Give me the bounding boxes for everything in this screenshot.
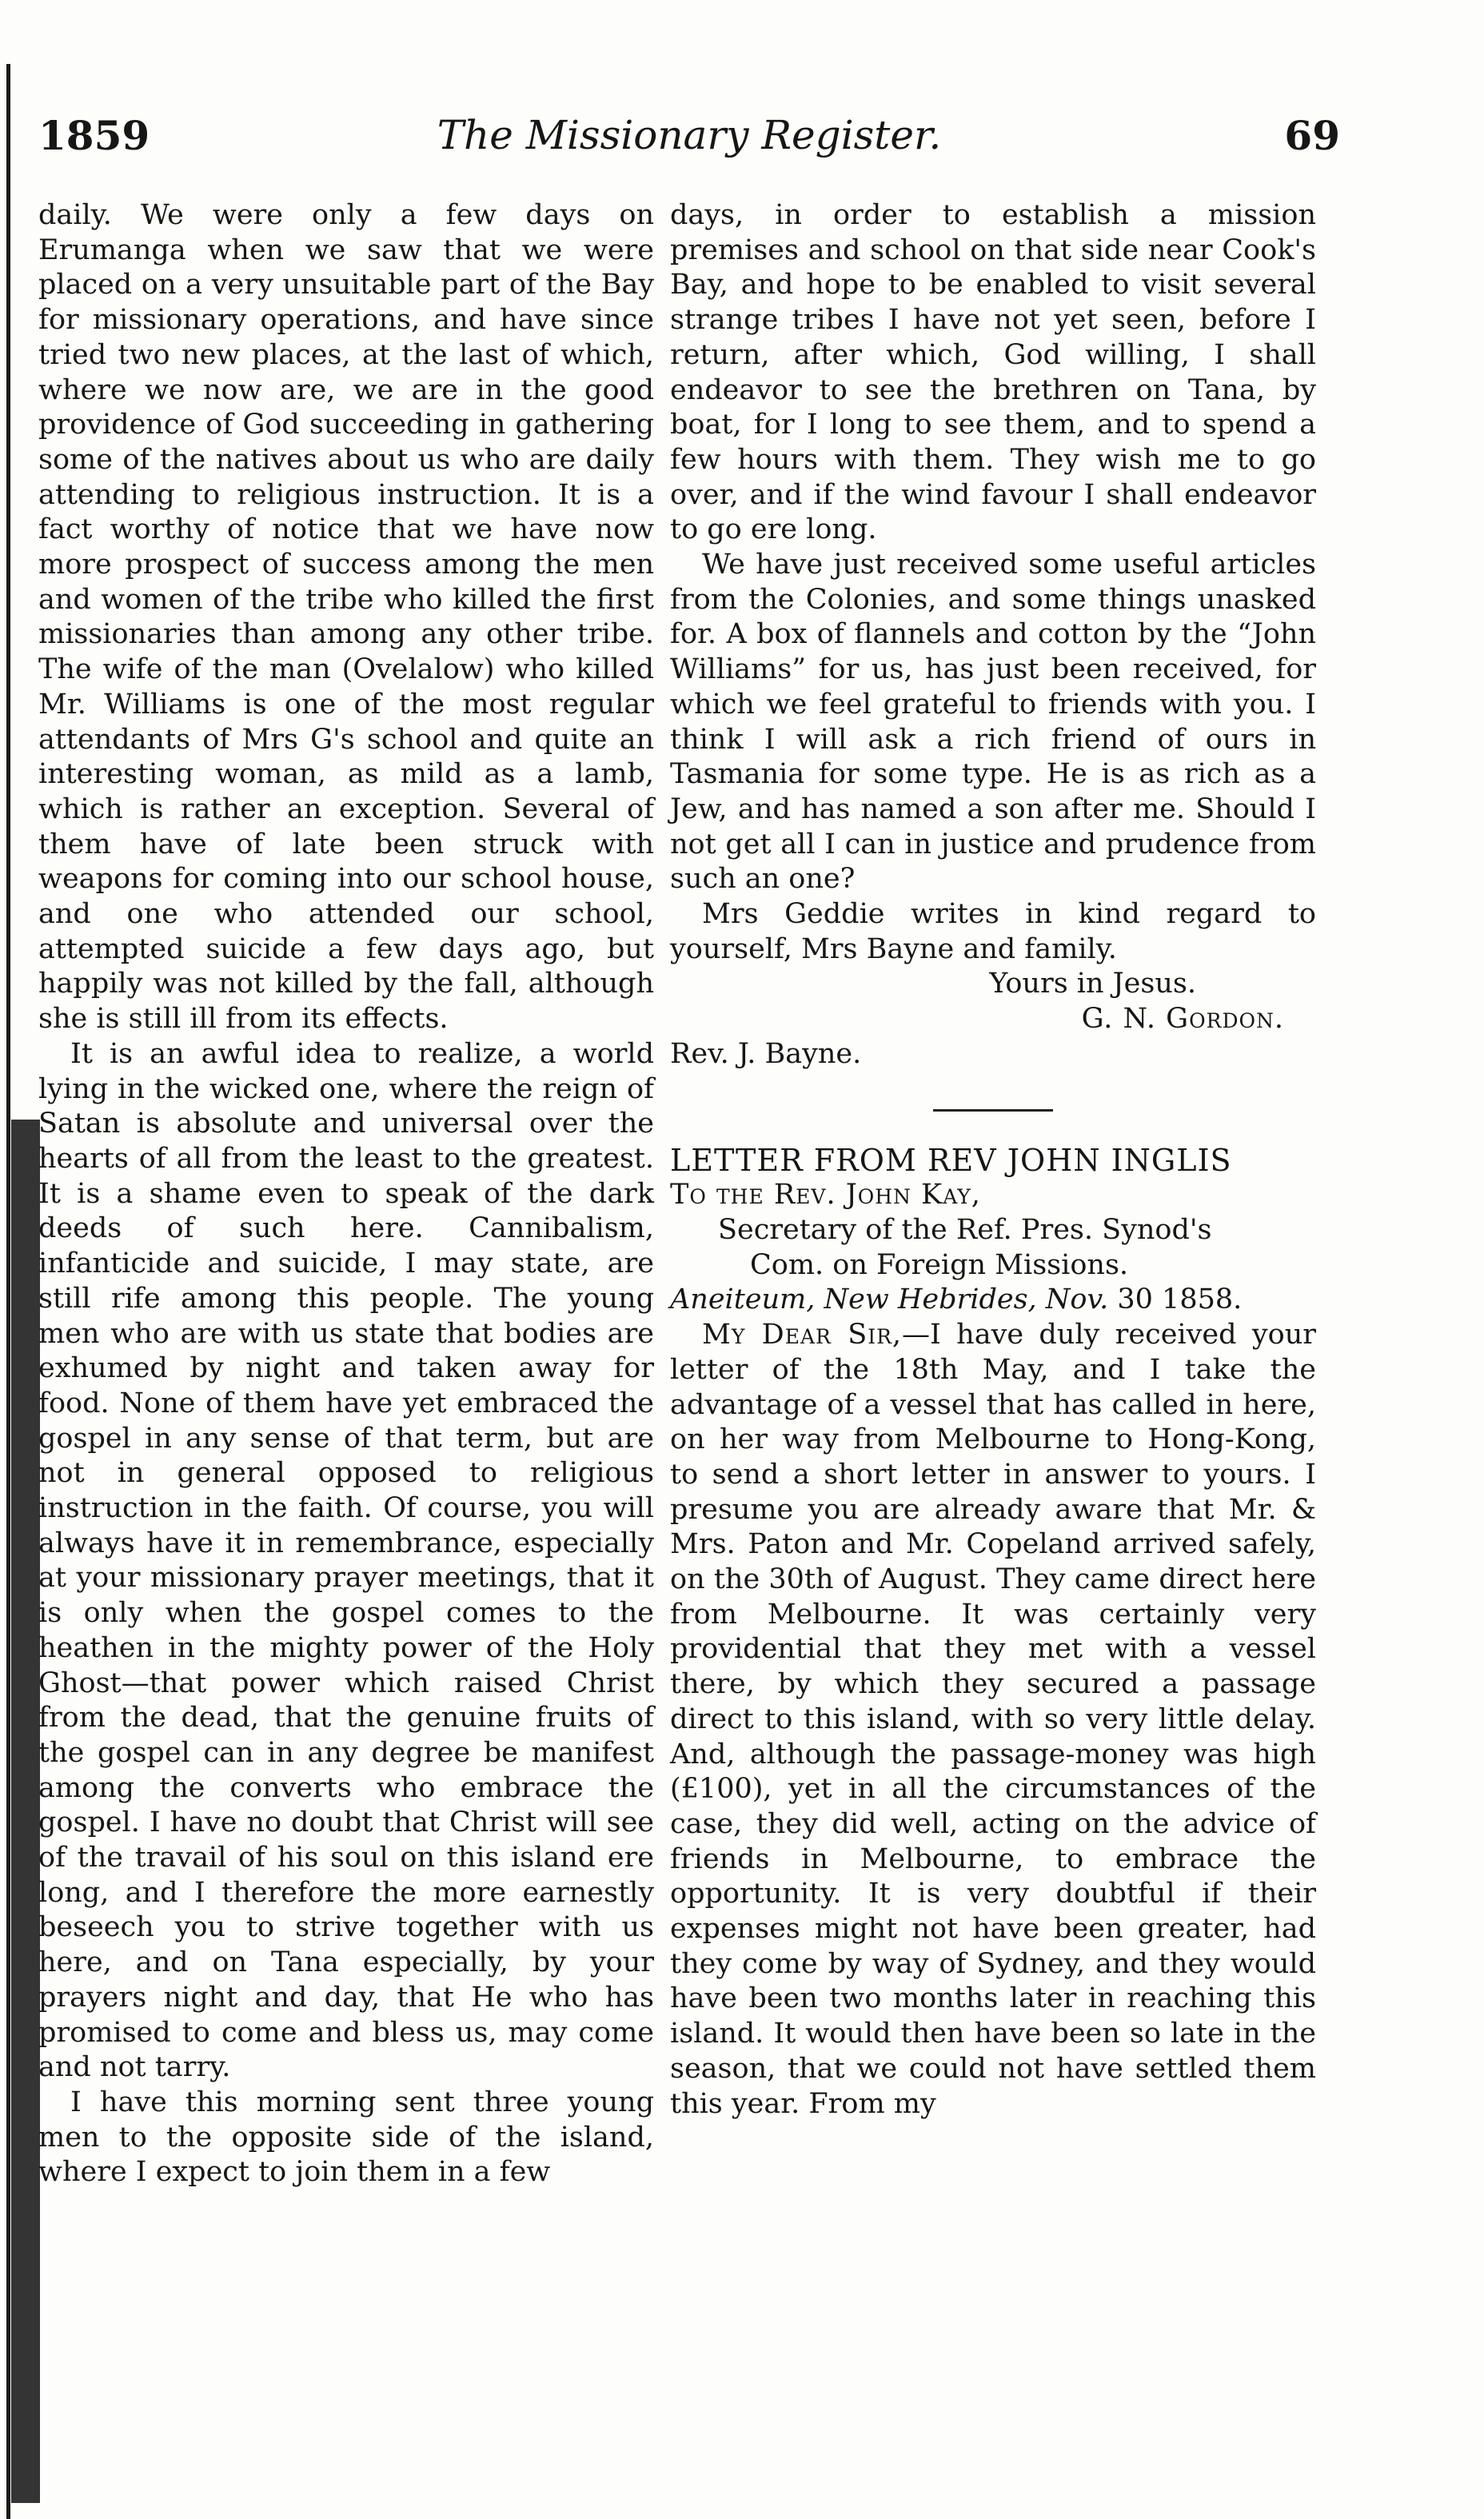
right-paragraph-1: days, in order to establish a mission premises and school on that side near Cook's Bay, and hope to be enabled to visit several strange tribes I have not yet seen, before I return, after which, God willing, I shall endeavor to see the brethren on Tana, by boat, for I long to see them, and to spend a few hours with them. They wish me to go over, and if the wind favour I shall endeavor to go ere long. [670,199,1316,546]
address-line-2: Secretary of the Ref. Pres. Synod's [718,1213,1212,1246]
dateline [670,1283,1316,1318]
left-paragraph-3: I have this morning sent three young men to the opposite side of the island, where I expect to join them in a few [38,2086,654,2189]
salutation: My Dear Sir, [702,1319,903,1351]
address-line-3: Com. on Foreign Missions. [750,1248,1129,1281]
right-paragraph-4 [670,1318,1316,2122]
right-paragraph-2: We have just received some useful articles from the Colonies, and some things unasked for. A box of flannels and cotton by the “John Williams” for us, has just been received, for which we feel grateful to friends with you. I think I will ask a rich friend of ours in Tasmania for some type. He is as rich as a Jew, and has named a son after me. Should I not get all I can in justice and prudence from such an one? [670,549,1316,896]
header-year: 1859 [38,112,150,159]
right-paragraph-3: Mrs Geddie writes in kind regard to yourself, Mrs Bayne and family. [670,898,1316,965]
section-heading: LETTER FROM REV JOHN INGLIS [670,1142,1232,1178]
letter-body: —I have duly received your letter of the 18th May, and I take the advantage of a vessel that has called in here, on her way from Melbourne to Hong-Kong, to send a short letter in answer to yours. I presume you are already aware that Mr. & Mrs. Paton and Mr. Copeland arrived safely, on the 30th of August. They came direct here from Melbourne. It was certainly very providential that they met with a vessel there, by which they secured a passage direct to this island, with so very little delay. And, although the passage-money was high (£100), yet in all the circumstances of the case, they did well, acting on the advice of friends in Melbourne, to embrace the opportunity. It is very doubtful if their expenses might not have been greater, had they come by way of Sydney, and they would have been two months later in reaching this island. It would then have been so late in the season, that we could not have settled them this year. From my [670,1319,1316,2120]
dateline-place: Aneiteum, New Hebrides, Nov. [670,1283,1109,1316]
left-paragraph-1: daily. We were only a few days on Erumanga when we saw that we were placed on a very unsuitable part of the Bay for missionary operations, and have since tried two new places, at the last of which, where we now are, we are in the good providence of God succeeding in gathering some of the natives about us who are daily attending to religious instruction. It is a fact worthy of notice that we have now more prospect of success among the men and women of the tribe who killed the first missionaries than among any other tribe. The wife of the man (Ovelalow) who killed Mr. Williams is one of the most regular attendants of Mrs G's school and quite an interesting woman, as mild as a lamb, which is rather an exception. Several of them have of late been struck with weapons for coming into our school house, and one who attended our school, attempted suicide a few days ago, but happily was not killed by the fall, although she is still ill from its effects. [38,199,654,1036]
letter-signature: G. N. Gordon. [1081,1003,1284,1036]
dateline-date: 30 1858. [1117,1283,1243,1316]
letter-recipient: Rev. J. Bayne. [670,1037,862,1070]
section-divider [933,1109,1053,1112]
left-paragraph-2: It is an awful idea to realize, a world lying in the wicked one, where the reign of Satan is absolute and universal over the hearts of all from the least to the greatest. It is a shame even to speak of the dark deeds of such here. Cannibalism, infanticide and suicide, I may state, are still rife among this people. The young men who are with us state that bodies are exhumed by night and taken away for food. None of them have yet embraced the gospel in any sense of that term, but are not in general opposed to religious instruction in the faith. Of course, you will always have it in remembrance, especially at your missionary prayer meetings, that it is only when the gospel comes to the heathen in the mighty power of the Holy Ghost—that power which raised Christ from the dead, that the genuine fruits of the gospel can in any degree be manifest among the converts who embrace the gospel. I have no doubt that Christ will see of the travail of his soul on this island ere long, and I therefore the more earnestly beseech you to strive together with us here, and on Tana especially, by your prayers night and day, that He who has promised to come and bless us, may come and not tarry. [38,1037,654,2084]
journal-title: The Missionary Register. [437,112,942,158]
binding-shadow-band [11,1120,40,2503]
left-column [38,198,654,2190]
address-to: To the Rev. John Kay, [670,1179,981,1212]
letter-closing: Yours in Jesus. [989,968,1196,1000]
binding-shadow [6,64,10,2519]
running-header [38,112,1340,176]
page-number: 69 [1284,112,1340,159]
right-column [670,198,1316,2122]
